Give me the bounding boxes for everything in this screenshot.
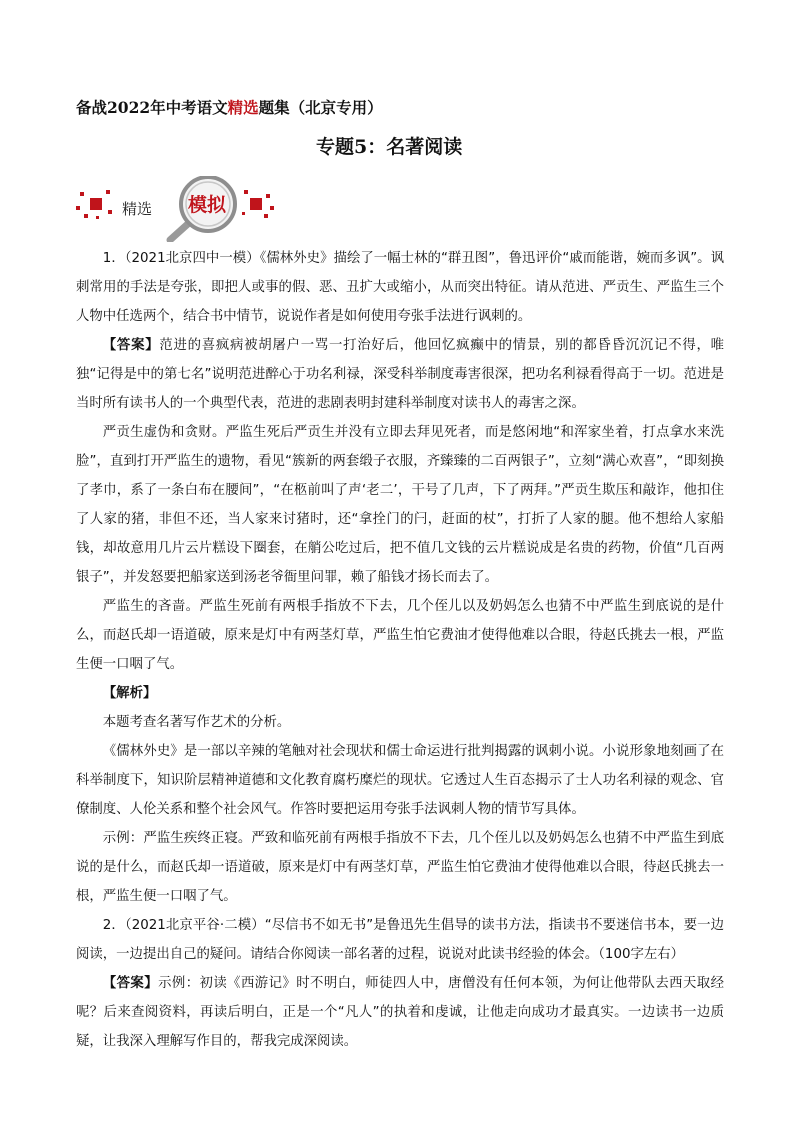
answer-text: 示例：初读《西游记》时不明白，师徒四人中，唐僧没有任何本领，为何让他带队去西天取经呢？后来查阅资料，再读后明白，正是一个“凡人”的执着和虔诚，让他走向成功才最真实。一边读书一边质疑，让我深入理解写作目的，帮我完成深阅读。	[76, 976, 725, 1049]
document-body	[76, 244, 724, 1056]
question-2-answer	[76, 969, 724, 1056]
topic-title: 专题5：名著阅读	[316, 136, 463, 158]
left-pixel-ornament-icon	[76, 190, 112, 219]
collection-title-prefix: 备战2022年中考语文	[76, 98, 228, 117]
question-1-answer-paragraph-3: 严监生的吝啬。严监生死前有两根手指放不下去，几个侄儿以及奶妈怎么也猜不中严监生到底说的是什么，而赵氏却一语道破，原来是灯中有两茎灯草，严监生怕它费油才使得他难以合眼，待赵氏挑去一根，严监生便一口咽了气。	[76, 599, 724, 672]
question-1-analysis-paragraph-1: 本题考查名著写作艺术的分析。	[102, 715, 291, 730]
question-1-analysis-paragraph-3: 示例：严监生疾终正寝。严致和临死前有两根手指放不下去，几个侄儿以及奶妈怎么也猜不中严监生到底说的是什么，而赵氏却一语道破，原来是灯中有两茎灯草，严监生怕它费油才使得他难以合眼，待赵氏挑去一根，严监生便一口咽了气。	[76, 831, 724, 904]
analysis-label: 【解析】	[102, 686, 157, 701]
question-1-answer-paragraph-1	[76, 331, 724, 418]
banner-lens-label: 模拟	[187, 194, 226, 216]
collection-title-highlight: 精选	[227, 98, 259, 117]
section-banner	[74, 176, 284, 242]
answer-label: 【答案】	[102, 338, 160, 353]
collection-title-suffix: 题集（北京专用）	[258, 98, 383, 117]
question-1: 1．（2021北京四中一模）《儒林外史》描绘了一幅士林的“群丑图”，鲁迅评价“戚而能谐，婉而多讽”。讽刺常用的手法是夸张，即把人或事的假、恶、丑扩大或缩小，从而突出特征。请从范进、严贡生、严监生三个人物中任选两个，结合书中情节，说说作者是如何使用夸张手法进行讽刺的。	[76, 251, 724, 324]
question-1-answer-paragraph-2: 严贡生虚伪和贪财。严监生死后严贡生并没有立即去拜见死者，而是悠闲地“和浑家坐着，打点拿水来洗脸”，直到打开严监生的遗物，看见“簇新的两套缎子衣服，齐臻臻的二百两银子”，立刻“满心欢喜”，“即刻换了孝巾，系了一条白布在腰间”，“在柩前叫了声‘老二’，干号了几声，下了两拜。”严贡生欺压和敲诈，他扣住了人家的猪，非但不还，当人家来讨猪时，还“拿拴门的闩，赶面的杖”，打折了人家的腿。他不想给人家船钱，却故意用几片云片糕设下圈套，在艄公吃过后，把不值几文钱的云片糕说成是名贵的药物，价值“几百两银子”，并发怒要把船家送到汤老爷衙里问罪，赖了船钱才扬长而去了。	[76, 425, 724, 585]
question-2: 2．（2021北京平谷·二模）“尽信书不如无书”是鲁迅先生倡导的读书方法，指读书不要迷信书本，要一边阅读，一边提出自己的疑问。请结合你阅读一部名著的过程，说说对此读书经验的体会。（100字左右）	[76, 918, 724, 962]
question-1-analysis-paragraph-2: 《儒林外史》是一部以辛辣的笔触对社会现状和儒士命运进行批判揭露的讽刺小说。小说形象地刻画了在科举制度下，知识阶层精神道德和文化教育腐朽糜烂的现状。它透过人生百态揭示了士人功名利禄的观念、官僚制度、人伦关系和整个社会风气。作答时要把运用夸张手法讽刺人物的情节写具体。	[76, 744, 724, 817]
right-pixel-ornament-icon	[242, 190, 274, 218]
answer-label: 【答案】	[102, 976, 159, 991]
answer-text: 范进的喜疯病被胡屠户一骂一打治好后，他回忆疯癫中的情景，别的都昏昏沉沉记不得，唯独“记得是中的第七名”说明范进醉心于功名利禄，深受科举制度毒害很深，把功名利禄看得高于一切。范进是当时所有读书人的一个典型代表，范进的悲剧表明封建科举制度对读书人的毒害之深。	[76, 338, 725, 411]
collection-title	[76, 96, 383, 118]
banner-label: 精选	[122, 200, 153, 218]
